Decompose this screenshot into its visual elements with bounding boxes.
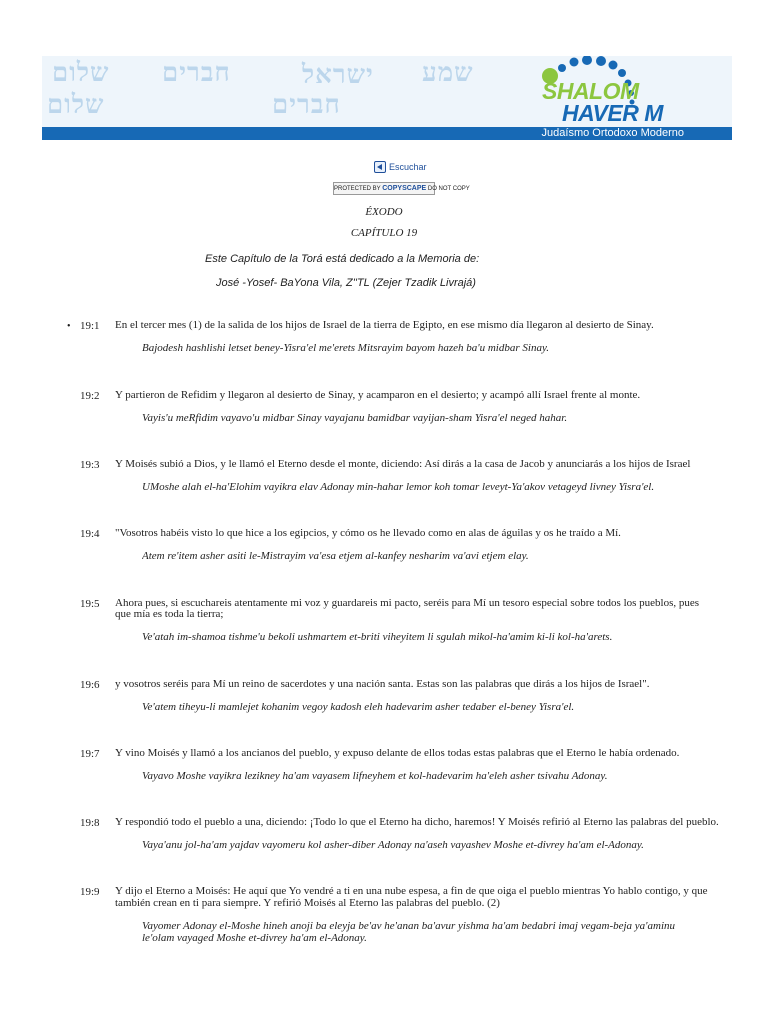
verse-number: 19:2 bbox=[80, 390, 100, 402]
banner-bg-word: חברים bbox=[272, 90, 341, 120]
verse-transliteration: Vaya'anu jol-ha'am yajdav vayomeru kol asher-diber Adonay na'aseh vayashev Moshe et-divrey ha'am el-Adonay. bbox=[142, 840, 644, 851]
verse-text: Y respondió todo el pueblo a una, diciendo: ¡Todo lo que el Eterno ha dicho, haremos! Y Moisés refirió al Eterno las palabras del pueblo. bbox=[115, 817, 719, 828]
verse-transliteration: Ve'atem tiheyu-li mamlejet kohanim vegoy kadosh eleh hadevarim asher tedaber el-beney Yisra'el. bbox=[142, 702, 575, 713]
banner-bg-word: חברים bbox=[162, 58, 231, 88]
verse-transliteration: Vayis'u meRfidim vayavo'u midbar Sinay vayajanu bamidbar vayijan-sham Yisra'el neged hahar. bbox=[142, 413, 568, 424]
banner-bg-word: שלום bbox=[47, 90, 105, 120]
list-bullet: • bbox=[67, 321, 71, 332]
verse-text-line2: también crean en ti para siempre. Y refirió Moisés al Eterno las palabras del pueblo. (2) bbox=[115, 898, 500, 909]
verse-number: 19:5 bbox=[80, 598, 100, 610]
banner-tagline: Judaísmo Ortodoxo Moderno bbox=[541, 127, 684, 139]
dedication-line: Este Capítulo de la Torá está dedicado a la Memoria de: bbox=[205, 253, 480, 265]
verse-text: En el tercer mes (1) de la salida de los hijos de Israel de la tierra de Egipto, en ese mismo día llegaron al desierto de Sinay. bbox=[115, 320, 654, 331]
verse-transliteration: Atem re'item asher asiti le-Mistrayim va'esa etjem al-kanfey nesharim va'avi etjem elay. bbox=[142, 551, 529, 562]
verse-transliteration: Vayavo Moshe vayikra lezikney ha'am vayasem lifneyhem et kol-hadevarim ha'eleh asher tsivahu Adonay. bbox=[142, 771, 608, 782]
verse-number: 19:9 bbox=[80, 886, 100, 898]
chapter-title: CAPÍTULO 19 bbox=[350, 227, 418, 239]
verse-transliteration-line2: le'olam vayaged Moshe et-divrey ha'am el-Adonay. bbox=[142, 933, 367, 944]
logo-shalom: SHALOM bbox=[542, 78, 639, 104]
verse-text: y vosotros seréis para Mí un reino de sacerdotes y una nación santa. Estas son las palabras que dirás a los hijos de Israel". bbox=[115, 679, 650, 690]
banner-bg-word: שלום bbox=[52, 58, 110, 88]
dedication-name: José -Yosef- BaYona Vila, Z''TL (Zejer Tzadik Livrajá) bbox=[216, 277, 476, 289]
verse-number: 19:7 bbox=[80, 748, 100, 760]
verse-text-line1: Ahora pues, si escuchareis atentamente mi voz y guardareis mi pacto, seréis para Mí un tesoro especial sobre todos los pueblos, pues bbox=[115, 598, 700, 609]
book-title: ÉXODO bbox=[365, 206, 403, 218]
verse-text: "Vosotros habéis visto lo que hice a los egipcios, y cómo os he llevado como en alas de águilas y os he traído a Mí. bbox=[115, 528, 621, 539]
verse-text-line2: que mía es toda la tierra; bbox=[115, 609, 224, 620]
verse-text-line1: Y dijo el Eterno a Moisés: He aquí que Yo vendré a ti en una nube espesa, a fin de que oiga el pueblo mientras Yo hablo contigo, y que bbox=[115, 886, 708, 897]
verse-text: Y Moisés subió a Dios, y le llamó el Eterno desde el monte, diciendo: Así dirás a la casa de Jacob y anunciarás a los hijos de Israel bbox=[115, 459, 691, 470]
verse-number: 19:8 bbox=[80, 817, 100, 829]
copyscape-prefix: PROTECTED BY bbox=[334, 186, 381, 192]
verse-text: Y partieron de Refidim y llegaron al desierto de Sinay, y acamparon en el desierto; y acampó allí Israel frente al monte. bbox=[115, 390, 641, 401]
listen-label: Escuchar bbox=[389, 162, 427, 172]
listen-button[interactable] bbox=[374, 160, 427, 174]
verse-number: 19:1 bbox=[80, 320, 100, 332]
verse-text: Y vino Moisés y llamó a los ancianos del pueblo, y expuso delante de ellos todas estas palabras que el Eterno le había ordenado. bbox=[115, 748, 680, 759]
verse-number: 19:3 bbox=[80, 459, 100, 471]
logo-haverim: HAVER M bbox=[562, 100, 663, 126]
speaker-icon bbox=[374, 161, 386, 173]
verse-transliteration: Ve'atah im-shamoa tishme'u bekoli ushmartem et-briti viheyitem li sgulah mikol-ha'amim ki-li kol-ha'arets. bbox=[142, 632, 613, 643]
banner-bg-word: שמע bbox=[422, 58, 474, 88]
verse-number: 19:4 bbox=[80, 528, 100, 540]
verse-transliteration-line1: Vayomer Adonay el-Moshe hineh anoji ba eleyja be'av he'anan ba'avur yishma ha'am bedabri imaj vegam-beja ya'aminu bbox=[142, 921, 676, 932]
verse-number: 19:6 bbox=[80, 679, 100, 691]
copyscape-suffix: DO NOT COPY bbox=[427, 186, 470, 192]
copyscape-brand: COPYSCAPE bbox=[382, 185, 427, 192]
site-banner bbox=[42, 56, 732, 140]
verse-transliteration: Bajodesh hashlishi letset beney-Yisra'el me'erets Mitsrayim bayom hazeh ba'u midbar Sinay. bbox=[142, 343, 549, 354]
banner-bg-word: ישראל bbox=[302, 60, 374, 90]
verse-transliteration: UMoshe alah el-ha'Elohim vayikra elav Adonay min-hahar lemor koh tomar leveyt-Ya'akov vetageyd livney Yisra'el. bbox=[142, 482, 655, 493]
copyscape-badge[interactable] bbox=[333, 182, 470, 195]
